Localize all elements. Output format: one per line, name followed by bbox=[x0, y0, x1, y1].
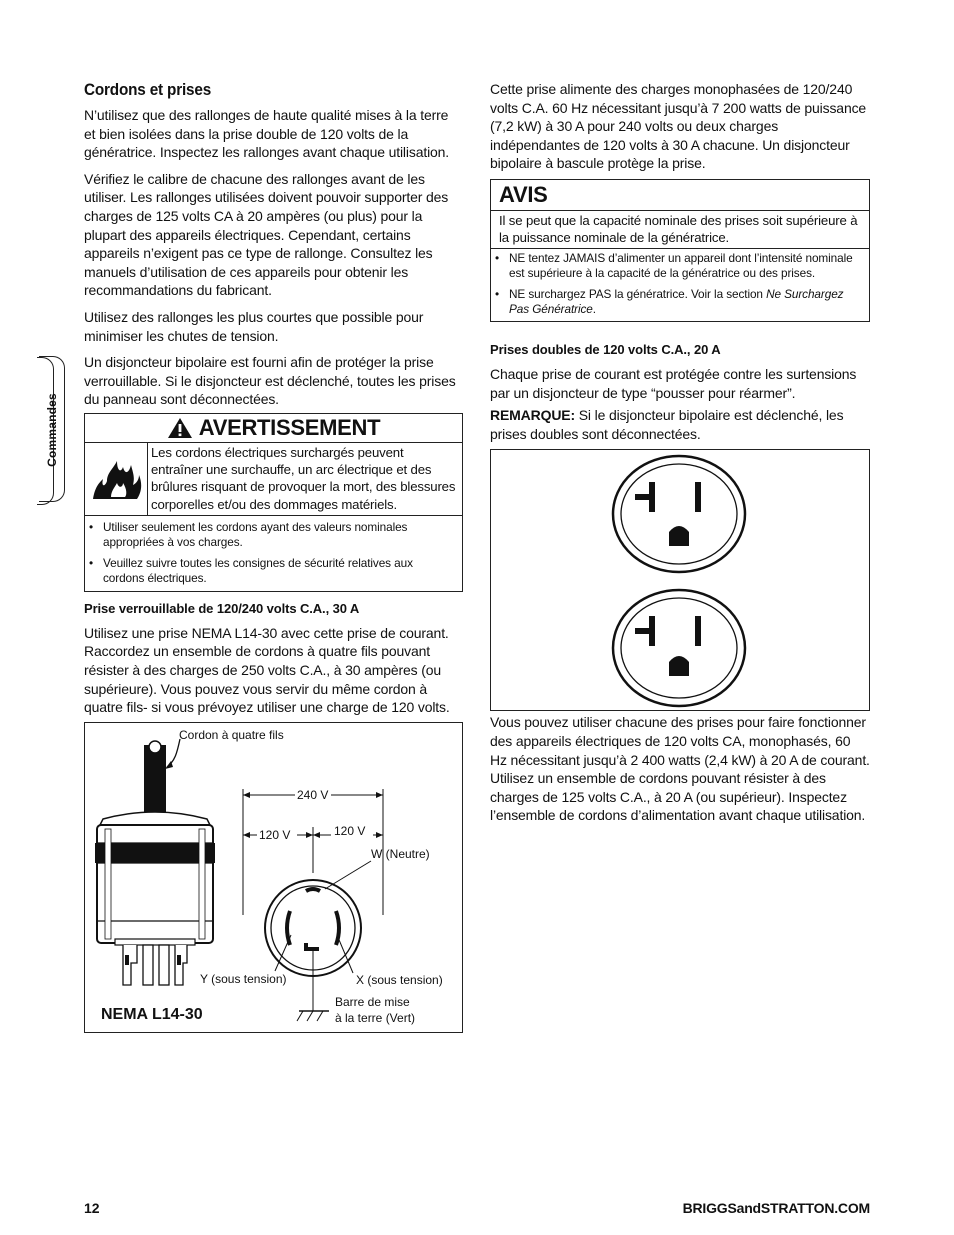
list-item bbox=[509, 287, 863, 317]
paragraph: Chaque prise de courant est protégée contre les surtensions par un disjoncteur de type “pousser pour réarmer”. bbox=[490, 365, 857, 401]
voltage-240-label: 240 V bbox=[297, 788, 329, 802]
subsection-title: Prises doubles de 120 volts C.A., 20 A bbox=[490, 341, 721, 357]
ground-label-line1: Barre de mise bbox=[335, 995, 410, 1009]
voltage-120-right-label: 120 V bbox=[334, 824, 366, 838]
remark-paragraph bbox=[490, 406, 870, 443]
paragraph: Utilisez des rallonges les plus courtes que possible pour minimiser les chutes de tension. bbox=[84, 308, 424, 344]
paragraph: Vérifiez le calibre de chacune des rallonges avant de les utiliser. Les rallonges utilisées doivent pouvoir supporter des charges de 125 volts CA à 20 ampères (ou plus) pour la plupart des appareils électriques. Cependant, certains appareils n’exigent pas ce type de rallonge. Consultez les manuels d’utilisation de ces appareils pour obtenir les recommandations du fabricant. bbox=[84, 170, 449, 299]
list-item-text: NE surchargez PAS la génératrice. Voir la section bbox=[509, 286, 767, 301]
warning-text: Les cordons électriques surchargés peuvent entraîner une surchauffe, un arc électrique et des brûlures risquant de provoquer la mort, des blessures corporelles et/ou des dommages matériels. bbox=[151, 444, 456, 512]
paragraph: Un disjoncteur bipolaire est fourni afin de protéger la prise verrouillable. Si le disjoncteur est déclenché, toutes les prises du panneau sont déconnectées. bbox=[84, 354, 456, 408]
page-number: 12 bbox=[84, 1200, 100, 1216]
list-item: • Veuillez suivre toutes les consignes de sécurité relatives aux cordons électriques. bbox=[103, 556, 456, 586]
subsection-title: Prise verrouillable de 120/240 volts C.A., 30 A bbox=[84, 600, 360, 616]
notice-box bbox=[490, 179, 870, 322]
paragraph: Utilisez une prise NEMA L14-30 avec cette prise de courant. Raccordez un ensemble de cordons à quatre fils pouvant résister à des charges de 250 volts C.A., à 30 ampères (ou supérieure). Vous pouvez vous servir du même cordon à quatre fils- si vous prévoyez utiliser une charge de 120 volts. bbox=[84, 624, 450, 716]
outlet-upper bbox=[613, 456, 745, 572]
fire-hazard-icon bbox=[85, 443, 148, 515]
y-hot-label: Y (sous tension) bbox=[200, 972, 287, 986]
ground-label-line2: à la terre (Vert) bbox=[335, 1011, 416, 1025]
list-item: • NE tentez JAMAIS d’alimenter un appareil dont l’intensité nominale est supérieure à la capacité de la génératrice ou des prises. bbox=[509, 251, 863, 281]
warning-body bbox=[85, 443, 462, 516]
notice-bullets bbox=[491, 249, 869, 321]
x-hot-label: X (sous tension) bbox=[356, 973, 443, 987]
notice-text: Il se peut que la capacité nominale des prises soit supérieure à la puissance nominale de la génératrice. bbox=[491, 211, 869, 249]
warning-triangle-icon bbox=[167, 417, 193, 439]
cord bbox=[144, 745, 166, 820]
warning-bullets bbox=[85, 516, 462, 591]
cord-label: Cordon à quatre fils bbox=[179, 728, 284, 742]
duplex-outlet-diagram bbox=[490, 449, 870, 711]
remark-label: REMARQUE: bbox=[490, 407, 575, 424]
paragraph: Cette prise alimente des charges monophasées de 120/240 volts C.A. 60 Hz nécessitant jusqu’à 7 200 watts de puissance (7,2 kW) à 30 A pour 240 volts ou deux charges indépendantes de 120 volts à 30 A chacune. Un disjoncteur bipolaire à bascule protège la prise. bbox=[490, 81, 867, 172]
neutral-label: W (Neutre) bbox=[371, 847, 430, 861]
warning-header bbox=[85, 414, 462, 443]
model-label: NEMA L14-30 bbox=[101, 1006, 203, 1023]
list-item-text: . bbox=[592, 301, 596, 316]
section-tab-label: Commandes bbox=[45, 393, 59, 467]
right-column bbox=[490, 80, 870, 833]
left-column bbox=[84, 80, 462, 725]
notice-title: AVIS bbox=[491, 180, 869, 211]
outlet-lower bbox=[613, 590, 745, 706]
list-item-reference: Ne Surchargez Pas Génératrice bbox=[509, 286, 844, 316]
plug-diagram bbox=[85, 723, 461, 1031]
nema-l14-30-diagram bbox=[84, 722, 463, 1033]
warning-box bbox=[84, 413, 463, 592]
list-item: • Utiliser seulement les cordons ayant des valeurs nominales appropriées à vos charges. bbox=[103, 520, 456, 550]
warning-title: AVERTISSEMENT bbox=[198, 414, 381, 440]
paragraph: N’utilisez que des rallonges de haute qualité mises à la terre et bien isolées dans la prise double de 120 volts de la génératrice. Inspectez les rallonges avant chaque utilisation. bbox=[84, 107, 450, 161]
paragraph: Vous pouvez utiliser chacune des prises pour faire fonctionner des appareils électriques de 120 volts CA, monophasés, 60 Hz nécessitant jusqu’à 2 400 watts (2,4 kW) à 20 A de courant. Utilisez un ensemble de cordons pouvant résister à des charges de 125 volts C.A., à 20 A (ou supérieur). Inspectez l’ensemble de cordons d’alimentation avant chaque utilisation. bbox=[490, 714, 870, 824]
remark-text: Si le disjoncteur bipolaire est déclenché, les prises doubles sont déconnectées. bbox=[490, 407, 844, 442]
website-footer: BRIGGSandSTRATTON.COM bbox=[682, 1200, 870, 1216]
section-title: Cordons et prises bbox=[84, 80, 212, 99]
voltage-120-left-label: 120 V bbox=[259, 828, 291, 842]
